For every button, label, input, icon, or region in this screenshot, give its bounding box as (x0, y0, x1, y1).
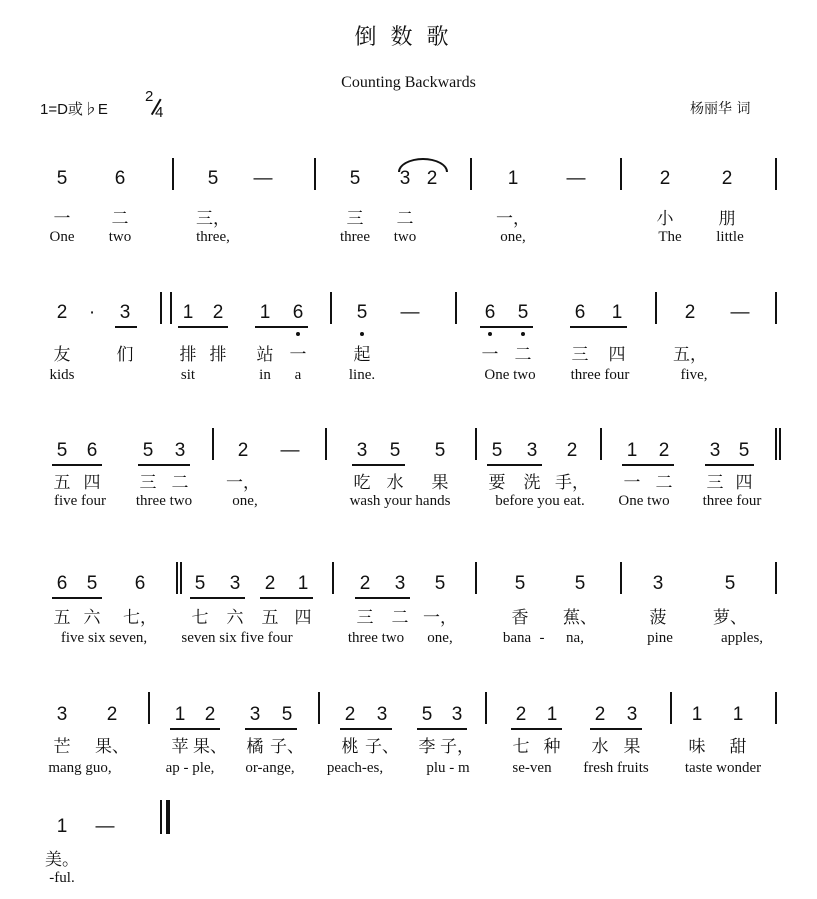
note: 2 (204, 704, 216, 725)
octave-dot (360, 332, 364, 336)
bar-line (180, 562, 182, 594)
beam-underline (705, 464, 754, 466)
bar-line (655, 292, 657, 324)
lyric-chinese: 桃 (341, 737, 359, 757)
bar-line (172, 158, 174, 190)
lyric-english: one, (500, 229, 526, 245)
note: 5 (491, 440, 503, 461)
note: 2 (659, 168, 671, 189)
note: 1 (174, 704, 186, 725)
lyric-chinese: 一， (423, 608, 457, 628)
lyric-english: five four (53, 493, 107, 509)
beam-underline (487, 464, 542, 466)
lyric-chinese: 子， (440, 737, 474, 757)
lyric-english: three two (347, 630, 405, 646)
lyric-chinese: 手， (555, 473, 589, 493)
lyric-english: three (340, 229, 370, 245)
lyric-english: One (49, 229, 75, 245)
note: 2 (684, 302, 696, 323)
lyric-chinese: 果、 (95, 737, 129, 757)
note: 1 (732, 704, 744, 725)
note: 6 (134, 573, 146, 594)
bar-line (470, 158, 472, 190)
note: 5 (514, 573, 526, 594)
lyric-chinese: 们 (116, 345, 134, 365)
note: 2 (721, 168, 733, 189)
key-signature: 1=D或♭E (40, 101, 108, 118)
beam-underline (52, 464, 102, 466)
bar-line (775, 428, 777, 460)
lyric-chinese: 排 (209, 345, 227, 365)
lyric-english: apples, (720, 630, 764, 646)
time-denominator: 4 (155, 104, 164, 121)
note: 5 (517, 302, 529, 323)
note: 6 (86, 440, 98, 461)
note: 3 (652, 573, 664, 594)
lyric-english: three four (570, 367, 630, 383)
note: 3 (626, 704, 638, 725)
lyric-chinese: 五 (261, 608, 279, 628)
note: 5 (389, 440, 401, 461)
bar-line (160, 292, 162, 324)
note: 2 (658, 440, 670, 461)
note: 3 (399, 168, 411, 189)
note: 5 (281, 704, 293, 725)
note: 2 (344, 704, 356, 725)
note: 5 (56, 440, 68, 461)
note: 5 (207, 168, 219, 189)
note: 3 (229, 573, 241, 594)
lyric-english: ap - ple, (165, 760, 215, 776)
bar-line (148, 692, 150, 724)
beam-underline (511, 728, 562, 730)
bar-line (475, 562, 477, 594)
note: 1 (546, 704, 558, 725)
note: 5 (194, 573, 206, 594)
beam-underline (138, 464, 190, 466)
octave-dot (296, 332, 300, 336)
note: 2 (359, 573, 371, 594)
lyric-chinese: 三 (346, 209, 364, 229)
beam-underline (255, 326, 308, 328)
tie-slur (398, 158, 448, 172)
beam-underline (178, 326, 228, 328)
lyric-english: five, (680, 367, 708, 383)
final-barline-thin (160, 800, 162, 834)
lyric-chinese: 种 (543, 737, 561, 757)
note: 3 (356, 440, 368, 461)
lyric-chinese: 二 (514, 345, 532, 365)
lyric-chinese: 排 (179, 345, 197, 365)
lyric-chinese: 五 (53, 608, 71, 628)
lyric-chinese: 蕉、 (563, 608, 597, 628)
note: 2 (56, 302, 68, 323)
note: 5 (434, 440, 446, 461)
lyric-english: se-ven (512, 760, 552, 776)
lyric-chinese: 水 (386, 473, 404, 493)
note: 3 (174, 440, 186, 461)
note: — (253, 168, 273, 189)
lyric-chinese: 美。 (45, 850, 79, 870)
note: 2 (426, 168, 438, 189)
lyric-english: pine (647, 630, 673, 646)
note: 5 (738, 440, 750, 461)
bar-line (330, 292, 332, 324)
note: 2 (237, 440, 249, 461)
lyric-chinese: 小 (656, 209, 674, 229)
note: 5 (434, 573, 446, 594)
time-numerator: 2 (145, 88, 154, 105)
lyric-chinese: 一 (481, 345, 499, 365)
lyric-chinese: 二 (396, 209, 414, 229)
lyric-chinese: 站 (256, 345, 274, 365)
note: 1 (182, 302, 194, 323)
lyric-english: seven six five four (181, 630, 293, 646)
bar-line (212, 428, 214, 460)
lyric-english: in (259, 367, 271, 383)
note: 5 (356, 302, 368, 323)
note: 3 (394, 573, 406, 594)
note: 3 (376, 704, 388, 725)
bar-line (176, 562, 178, 594)
lyric-chinese: 六 (83, 608, 101, 628)
note: 1 (297, 573, 309, 594)
lyric-english: or-ange, (245, 760, 295, 776)
note: — (400, 302, 420, 323)
lyric-chinese: 橘 (246, 737, 264, 757)
lyric-chinese: 六 (226, 608, 244, 628)
lyric-english: na, (566, 630, 584, 646)
bar-line (670, 692, 672, 724)
note: 5 (142, 440, 154, 461)
lyric-chinese: 果 (431, 473, 449, 493)
lyric-chinese: 李 (418, 737, 436, 757)
lyric-english: three, (196, 229, 230, 245)
lyric-chinese: 三 (706, 473, 724, 493)
note: 2 (515, 704, 527, 725)
note: 5 (724, 573, 736, 594)
beam-underline (622, 464, 674, 466)
note: 3 (56, 704, 68, 725)
note: 3 (526, 440, 538, 461)
lyric-chinese: 一 (623, 473, 641, 493)
lyric-english: one, (427, 630, 453, 646)
note: 2 (566, 440, 578, 461)
lyric-chinese: 四 (294, 608, 312, 628)
octave-dot (488, 332, 492, 336)
lyric-english: before you eat. (495, 493, 585, 509)
lyric-chinese: 三 (356, 608, 374, 628)
beam-underline (570, 326, 627, 328)
lyric-english: The (658, 229, 682, 245)
lyric-chinese: 吃 (353, 473, 371, 493)
note: 2 (212, 302, 224, 323)
lyric-english: three two (135, 493, 193, 509)
lyric-chinese: 四 (608, 345, 626, 365)
lyric-chinese: 果 (623, 737, 641, 757)
beam-underline (115, 326, 137, 328)
lyric-english: a (294, 367, 302, 383)
lyric-english: line. (348, 367, 376, 383)
lyric-chinese: 二 (111, 209, 129, 229)
beam-underline (52, 597, 102, 599)
lyric-chinese: 二 (391, 608, 409, 628)
lyric-chinese: 二 (171, 473, 189, 493)
bar-line (775, 292, 777, 324)
lyric-chinese: 四 (83, 473, 101, 493)
note: 6 (56, 573, 68, 594)
lyric-english: two (108, 229, 132, 245)
beam-underline (417, 728, 467, 730)
note: · (88, 302, 96, 323)
note: 3 (119, 302, 131, 323)
lyric-english: sit (180, 367, 196, 383)
note: 1 (691, 704, 703, 725)
lyric-english: -ful. (49, 870, 75, 886)
lyric-chinese: 菠 (649, 608, 667, 628)
note: 6 (292, 302, 304, 323)
lyric-chinese: 果、 (193, 737, 227, 757)
lyric-english: two (393, 229, 417, 245)
lyric-english: bana (502, 630, 532, 646)
bar-line (775, 562, 777, 594)
lyric-chinese: 水 (591, 737, 609, 757)
note: 5 (86, 573, 98, 594)
note: 2 (594, 704, 606, 725)
lyric-english: One two (618, 493, 670, 509)
lyric-english: plu - m (426, 760, 470, 776)
lyric-chinese: 五 (53, 473, 71, 493)
bar-line (620, 562, 622, 594)
note: — (280, 440, 300, 461)
bar-line (455, 292, 457, 324)
lyric-english: peach-es, (326, 760, 384, 776)
lyric-chinese: 三 (571, 345, 589, 365)
note: 5 (421, 704, 433, 725)
lyric-chinese: 二 (655, 473, 673, 493)
final-barline-thick (166, 800, 170, 834)
note: 1 (56, 816, 68, 837)
time-signature (143, 88, 169, 128)
lyric-chinese: 三 (139, 473, 157, 493)
octave-dot (521, 332, 525, 336)
beam-underline (170, 728, 220, 730)
bar-line (318, 692, 320, 724)
lyric-chinese: 芒 (53, 737, 71, 757)
note: 1 (611, 302, 623, 323)
lyric-chinese: 五， (673, 345, 707, 365)
lyric-chinese: 苹 (171, 737, 189, 757)
lyric-english: mang guo, (48, 760, 112, 776)
beam-underline (355, 597, 410, 599)
note: 5 (56, 168, 68, 189)
note: 3 (709, 440, 721, 461)
note: 2 (264, 573, 276, 594)
lyric-chinese: 一， (226, 473, 260, 493)
lyric-chinese: 一， (496, 209, 530, 229)
bar-line (332, 562, 334, 594)
lyric-chinese: 一 (289, 345, 307, 365)
bar-line (620, 158, 622, 190)
lyric-chinese: 朋 (718, 209, 736, 229)
bar-line (325, 428, 327, 460)
lyric-english: fresh fruits (583, 760, 649, 776)
lyric-chinese: 要 (488, 473, 506, 493)
lyric-chinese: 三， (196, 209, 230, 229)
lyric-chinese: 味 (688, 737, 706, 757)
note: 6 (574, 302, 586, 323)
song-subtitle: Counting Backwards (341, 74, 476, 91)
lyric-chinese: 起 (353, 345, 371, 365)
bar-line (314, 158, 316, 190)
lyric-chinese: 子、 (270, 737, 304, 757)
note: 1 (259, 302, 271, 323)
beam-underline (480, 326, 533, 328)
lyric-chinese: 萝、 (713, 608, 747, 628)
note: 2 (106, 704, 118, 725)
lyric-english: taste wonder (684, 760, 762, 776)
lyric-chinese: 七 (512, 737, 530, 757)
note: 6 (484, 302, 496, 323)
note: 6 (114, 168, 126, 189)
note: 3 (451, 704, 463, 725)
bar-line (779, 428, 781, 460)
lyric-chinese: 七， (123, 608, 157, 628)
lyric-chinese: 洗 (523, 473, 541, 493)
bar-line (170, 292, 172, 324)
lyric-english: five six seven, (60, 630, 148, 646)
lyric-chinese: 友 (53, 345, 71, 365)
lyric-chinese: 子、 (365, 737, 399, 757)
song-title: 倒数歌 (354, 25, 463, 50)
lyricist-credit: 杨丽华 词 (690, 101, 751, 117)
note: — (95, 816, 115, 837)
lyric-chinese: 七 (191, 608, 209, 628)
bar-line (600, 428, 602, 460)
beam-underline (260, 597, 313, 599)
beam-underline (590, 728, 642, 730)
beam-underline (190, 597, 245, 599)
lyric-chinese: 甜 (729, 737, 747, 757)
lyric-chinese: 四 (735, 473, 753, 493)
lyric-english: kids (49, 367, 75, 383)
note: 3 (249, 704, 261, 725)
lyric-chinese: 香 (511, 608, 529, 628)
note: — (730, 302, 750, 323)
note: 1 (626, 440, 638, 461)
lyric-english: one, (232, 493, 258, 509)
bar-line (775, 692, 777, 724)
lyric-english: three four (702, 493, 762, 509)
lyric-english: wash your hands (349, 493, 451, 509)
bar-line (475, 428, 477, 460)
bar-line (485, 692, 487, 724)
beam-underline (352, 464, 405, 466)
note: — (566, 168, 586, 189)
beam-underline (245, 728, 297, 730)
lyric-chinese: 一 (53, 209, 71, 229)
note: 5 (349, 168, 361, 189)
note: 1 (507, 168, 519, 189)
lyric-english: - (539, 630, 545, 646)
note: 5 (574, 573, 586, 594)
lyric-english: little (716, 229, 744, 245)
lyric-english: One two (484, 367, 536, 383)
beam-underline (340, 728, 392, 730)
bar-line (775, 158, 777, 190)
